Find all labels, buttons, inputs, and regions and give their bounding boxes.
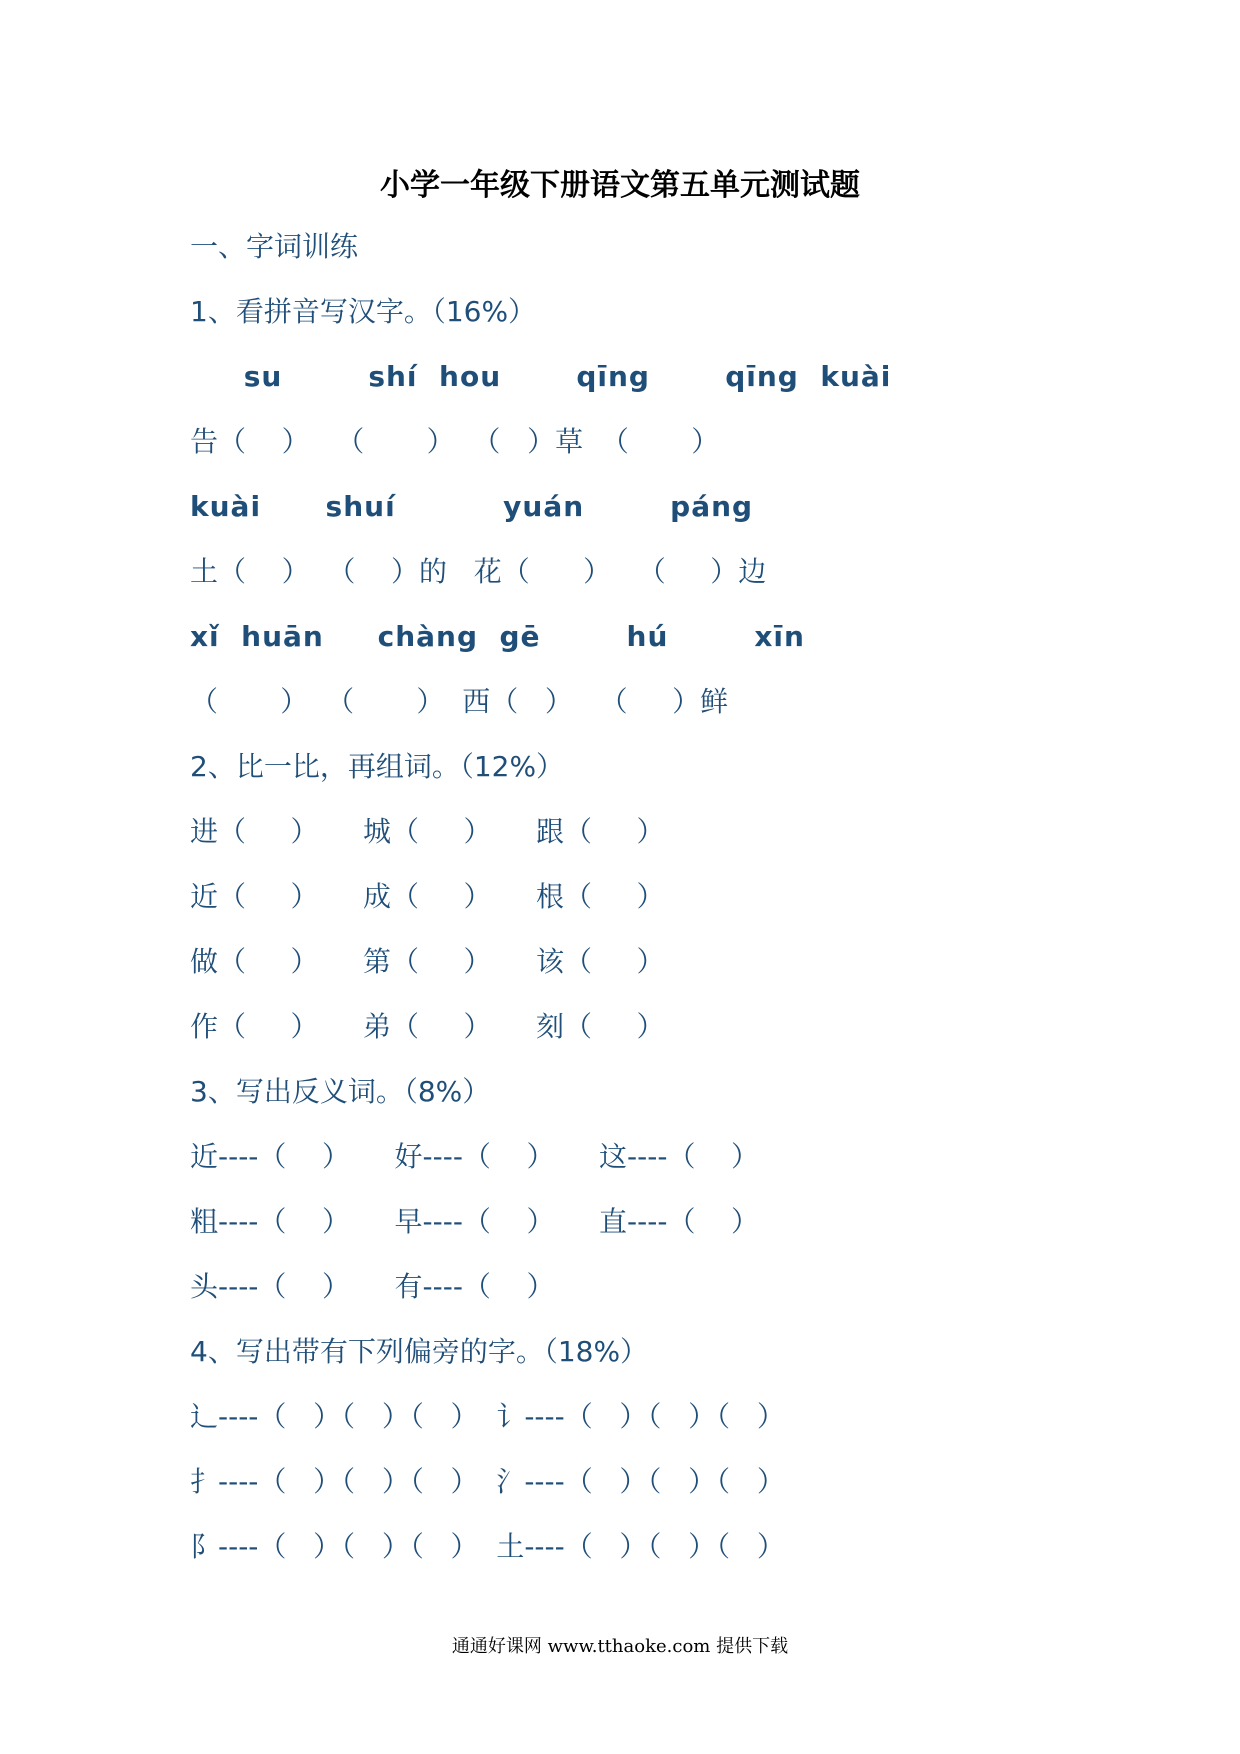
document-title: 小学一年级下册语文第五单元测试题 bbox=[380, 168, 860, 203]
answer-row-3: （ ） （ ） 西（ ） （ ）鲜 bbox=[190, 685, 729, 718]
question-3-heading: 3、写出反义词。（8%） bbox=[190, 1075, 491, 1108]
antonym-row-1: 近----（ ） 好----（ ） 这----（ ） bbox=[190, 1140, 760, 1173]
answer-row-2: 土（ ） （ ）的 花（ ） （ ）边 bbox=[190, 555, 767, 588]
question-4-heading: 4、写出带有下列偏旁的字。（18%） bbox=[190, 1335, 649, 1368]
pinyin-row-3: xǐ huān chàng gē hú xīn bbox=[190, 620, 805, 653]
antonym-row-3: 头----（ ） 有----（ ） bbox=[190, 1270, 555, 1303]
pinyin-row-1: su shí hou qīng qīng kuài bbox=[190, 360, 892, 393]
radical-row-3: 阝----（ ）（ ）（ ） 土----（ ）（ ）（ ） bbox=[190, 1530, 785, 1563]
radical-row-2: 扌----（ ）（ ）（ ） 氵----（ ）（ ）（ ） bbox=[190, 1465, 785, 1498]
pinyin-row-2: kuài shuí yuán páng bbox=[190, 490, 754, 523]
question-1-heading: 1、看拼音写汉字。（16%） bbox=[190, 295, 537, 328]
question-2-heading: 2、比一比，再组词。（12%） bbox=[190, 750, 565, 783]
radical-row-1: 辶----（ ）（ ）（ ） 讠----（ ）（ ）（ ） bbox=[190, 1400, 785, 1433]
footer-source: 通通好课网 www.tthaoke.com 提供下载 bbox=[451, 1636, 789, 1657]
section-heading-vocabulary: 一、字词训练 bbox=[190, 230, 359, 263]
compare-row-4: 作（ ） 弟（ ） 刻（ ） bbox=[190, 1010, 665, 1043]
answer-row-1: 告（ ） （ ） （ ）草 （ ） bbox=[190, 425, 720, 458]
compare-row-1: 进（ ） 城（ ） 跟（ ） bbox=[190, 815, 665, 848]
compare-row-2: 近（ ） 成（ ） 根（ ） bbox=[190, 880, 665, 913]
antonym-row-2: 粗----（ ） 早----（ ） 直----（ ） bbox=[190, 1205, 760, 1238]
compare-row-3: 做（ ） 第（ ） 该（ ） bbox=[190, 945, 665, 978]
